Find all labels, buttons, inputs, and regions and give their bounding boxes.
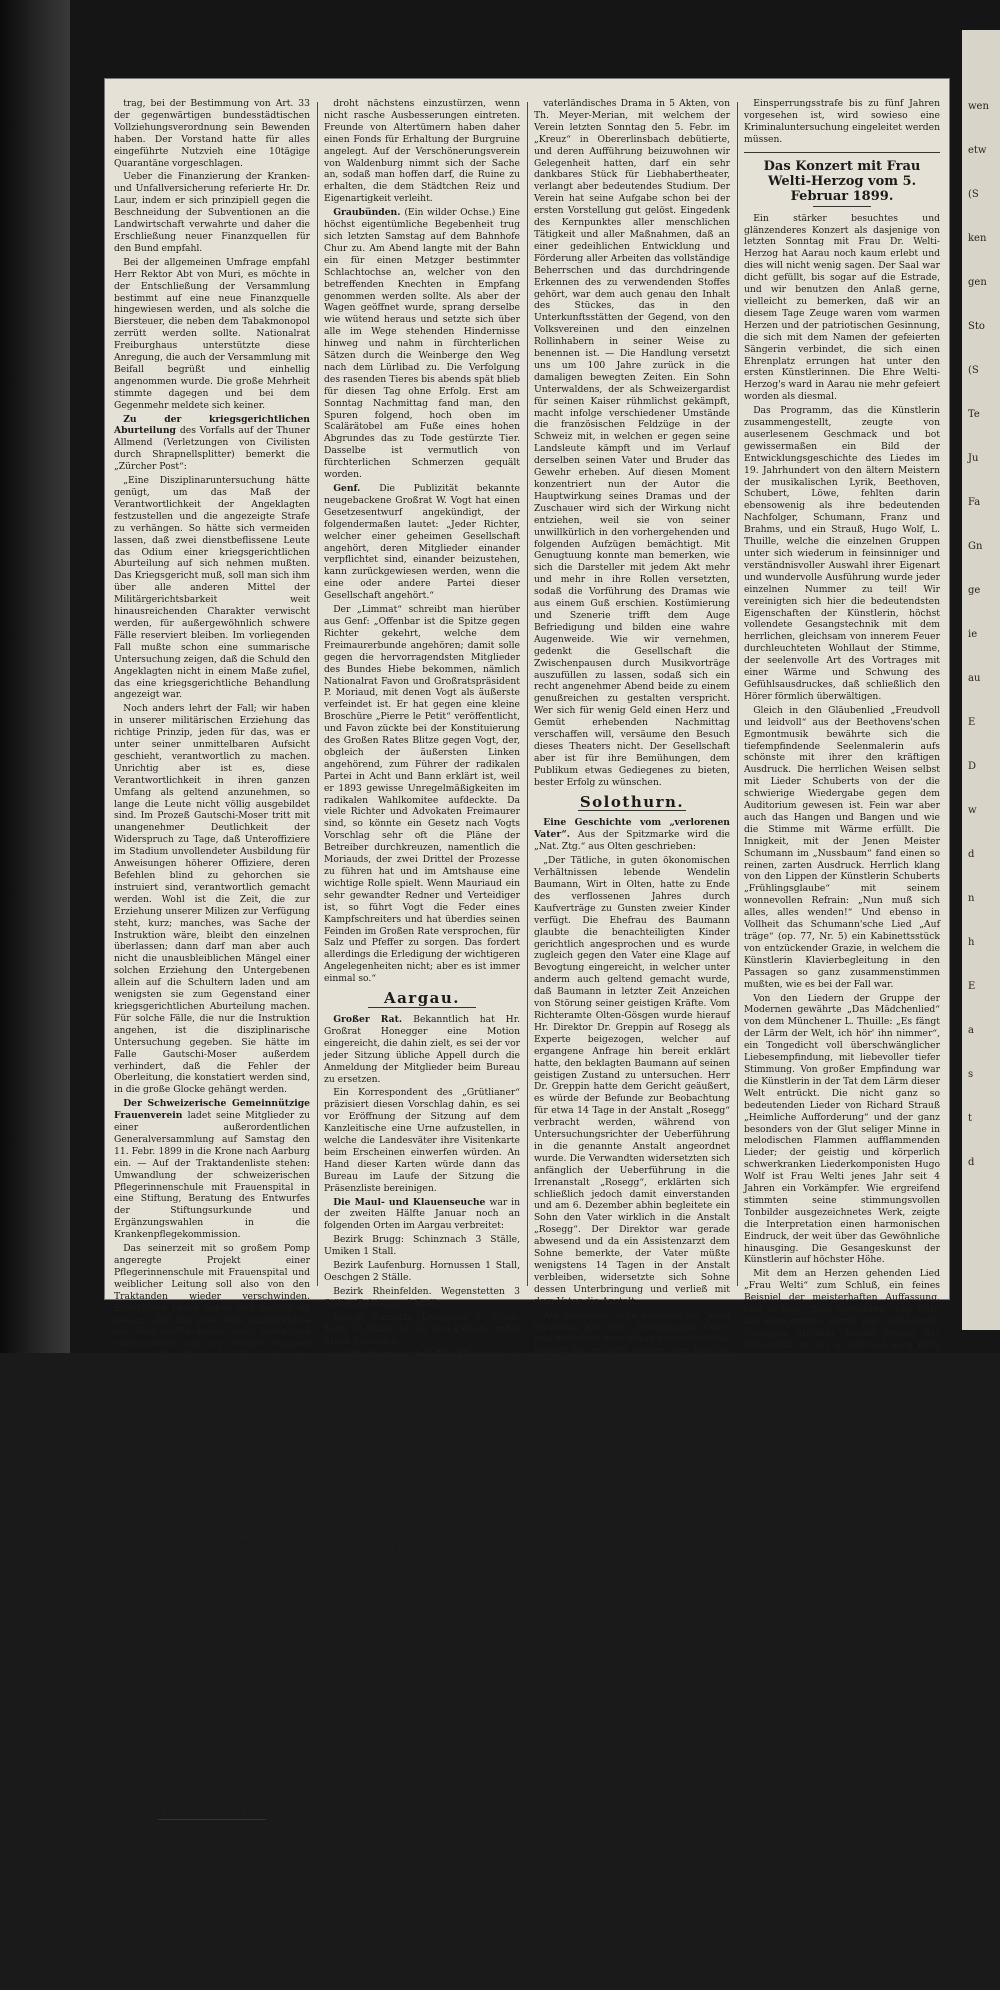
- paragraph: [324, 1087, 520, 1194]
- paragraph-title: † Alt Staatsweibel Bächli: [333, 1349, 476, 1361]
- column-rule: [527, 102, 528, 1286]
- paragraph-title: Die Maul- und Klauenseuche: [333, 1196, 490, 1208]
- paragraph-text: Aus der Spitzmarke wird die „Nat. Ztg.“ aus Olten geschrieben:: [534, 829, 730, 853]
- adjacent-page-fragment: wen: [968, 101, 989, 112]
- column-rule: [317, 102, 318, 1286]
- section-head-solothurn: Solothurn.: [579, 792, 685, 811]
- section-divider: [744, 152, 940, 153]
- section-divider: [813, 206, 872, 207]
- section-divider: [158, 1819, 266, 1820]
- adjacent-page-fragment: n: [968, 893, 975, 904]
- paragraph: [114, 1098, 310, 1241]
- paragraph-text: ladet seine Mitglieder zu einer außerordentlichen Generalversammlung auf Samstag den 11. Febr. 1899 in die Krone nach Aarburg ein. — Auf der Traktandenliste stehen: Umwandlung der schweizerischen Pflegerinnenschule mit Frauenspital in eine Stiftung, Beratung des Entwurfes der Stiftungsurkunde und Ergänzungswahlen in die Krankenpflegekommission.: [114, 1110, 310, 1241]
- paragraph: [744, 1268, 940, 1470]
- paragraph: [324, 1286, 520, 1310]
- column-1-paragraphs: [114, 98, 310, 1797]
- paragraph-title: Genf.: [333, 483, 380, 494]
- paragraph-text: Bezirk Laufenburg. Hornussen 1 Stall, Oeschgen 2 Ställe.: [324, 1260, 520, 1283]
- paragraph: [114, 703, 310, 1096]
- paragraph-title: Eidgenössische Bauten.: [123, 1387, 266, 1399]
- paragraph-text: „Eine Disziplinaruntersuchung hätte genügt, um das Maß der Verantwortlichkeit der Angeklagten festzustellen und die angezeigte Strafe zu verhängen. So hätte sich vermeiden lassen, daß zwei dienstbeflissene Leute das Odium einer kriegsgerichtlichen Aburteilung auf sich nehmen mußten. Das Kriegsgericht muß, soll man sich ihm über alle anderen Mittel der Militärgerichtsbarkeit weit hinausreichenden Charakter verwischt werden, für außergewöhnlich schwere Fälle reserviert bleiben. Im vorliegenden Fall mußte schon eine summarische Untersuchung zeigen, daß die Schuld den Angeklagten nicht in einem Maße zufiel, das eine kriegsgerichtliche Behandlung angezeigt war.: [114, 475, 310, 701]
- paragraph: [324, 604, 520, 985]
- paragraph: [744, 1473, 940, 1664]
- paragraph: [114, 414, 310, 474]
- paragraph-text: der für diese Tage von dem Elektrizitätswerk Alioth & Cie. in Münchenstein angestellt wurde, ist sehr gut ausgefallen. Man berechnet, daß für den Betrieb von vier Posamentstühlen eine Pferdekraft vollständig genügen dürfte.: [114, 1713, 310, 1796]
- paragraph: [744, 993, 940, 1267]
- section-head-aus-den-kantonen: Aus den Kantonen.: [119, 1800, 305, 1819]
- adjacent-page-fragment: ken: [968, 233, 987, 244]
- column-2: [324, 98, 521, 1796]
- paragraph-text: Die Burgruinen Baselland's gehen rasch ihrem Zerfall entgegen. Namentlich ist dies bei den Ruinen Farnsburg und Waldenburg der Fall. Der Turm der Waldenburgruine: [114, 1825, 310, 1885]
- paragraph-title: Oberrlinsbach.: [333, 1712, 416, 1724]
- paragraph: [324, 1349, 520, 1480]
- adjacent-page-fragment: etw: [968, 145, 987, 156]
- adjacent-page-fragment: (S: [968, 365, 979, 376]
- column-rule: [737, 102, 738, 1286]
- paragraph: [324, 1312, 520, 1348]
- paragraph: [534, 855, 730, 1307]
- paragraph: [114, 475, 310, 701]
- adjacent-page-fragment: h: [968, 937, 975, 948]
- paragraph: [324, 1014, 520, 1085]
- adjacent-page-fragment: Te: [968, 409, 980, 420]
- paragraph-title: Spar- und Kreditkasse Suhrenthal in Schöftland.: [324, 1532, 520, 1555]
- paragraph-baselland: [114, 1826, 310, 1886]
- column-4-paragraphs: [744, 213, 940, 1664]
- paragraph: [324, 207, 520, 481]
- paragraph-text: „Der Tätliche, in guten ökonomischen Verhältnissen lebende Wendelin Baumann, Wirt in Olten, hatte zu Ende des verflossenen Jahres durch Kaufverträge zu Gunsten zweier Kinder verfügt. Die Ehefrau des Baumann glaubte die benachteiligten Kinder gerichtlich angesprochen und es wurde zugleich gegen den Vater eine Klage auf Bevogtung eingereicht, in welcher unter anderm auch geltend gemacht wurde, daß Baumann in letzter Zeit Anzeichen von Störung seiner geistigen Kräfte. Vom Richteramte Olten-Gösgen wurde hierauf Hr. Direktor Dr. Greppin auf Rosegg als Experte beigezogen, welcher auf ergangene Anfrage hin bereit erklärt hatte, den beklagten Baumann auf seinen geistigen Zustand zu untersuchen. Herr Dr. Greppin hatte dem Gericht geäußert, es würde der Befunde zur Beobachtung für etwa 14 Tage in der Anstalt „Rosegg“ verbracht werden, während von Untersuchungsrichter der Ueberführung in die genannte Anstalt angeordnet wurde. Die Verwandten widersetzten sich anfänglich der Ueberführung in die Irrenanstalt „Rosegg“, erklärten sich schließlich jedoch damit einverstanden und am 6. Dezember abhin begleitete ein Sohn den Vater wirklich in die Anstalt „Rosegg“. Der Direktor war gerade abwesend und da ein Assistenzarzt dem Sohne bemerkte, der Vater müßte wenigstens 14 Tagen in der Anstalt verbleiben, widersetzte sich Sohne dessen Unterbringung und verließ mit dem Vater die Anstalt.: [534, 855, 730, 1307]
- adjacent-page-fragment: E: [968, 981, 976, 992]
- paragraph-text: Ueber die Finanzierung der Kranken- und Unfallversicherung referierte Hr. Dr. Laur, indem er sich prinzipiell gegen die Beschneidung der Subventionen an die Landwirtschaft verwahrte und daher die Erschließung neuer Finanzquellen für den Bund empfahl.: [114, 171, 310, 254]
- paragraph: [114, 1243, 310, 1386]
- column-1: [114, 98, 310, 1885]
- adjacent-page-fragment: au: [968, 673, 981, 684]
- adjacent-page-fragment: Fa: [968, 497, 981, 508]
- paragraph: [534, 98, 730, 789]
- paragraph-text: trag, bei der Bestimmung von Art. 33 der gegenwärtigen bundesstädtischen Vollziehungsverordnung sein Bewenden haben. Der Vorstand hatte für alles eingeführte Nutzvieh eine 10tägige Quarantäne vorgeschlagen.: [114, 98, 310, 169]
- paragraph-title: Der Schweizerische Gemeinnützige Frauenverein: [114, 1098, 310, 1122]
- adjacent-page-fragment: d: [968, 849, 975, 860]
- book-spine: [0, 0, 70, 1353]
- adjacent-page-fragment: Ju: [968, 453, 979, 464]
- paragraph-text: Mit dem an Herzen gehenden Lied „Frau Welti“ zum Schluß, ein feines Beispiel der meisterhaften Auffassung, und in dem „Zum Gewähren“ von Wolf, die schwierigste Partie mit vollendetem Gelingen. Größter Beifall wurde der Künstlerin zu teil, in welcher auch Herr Hegard „Schönsten Ort“ zur Geltung kam. Die Darbietung eines der Lieder von Anton Frey „Am Grabe“ war von einer Innigkeit erfüllt, wie wenig Hörer es erwarten mochten. Das Konzert brachte dann noch den frohen Abschluß mit „Erster Schnee“ in welchem Frau Frey Regli Strophe und den Meisterpoeten Gottfried Keller's feine Stimmung, ein Wunder an Eindringlichkeit.: [744, 1268, 940, 1470]
- paragraph-text: Ein stärker besuchtes und glänzenderes Konzert als dasjenige von letzten Sonntag mit Frau Dr. Welti-Herzog hat Aarau noch kaum erlebt und dies will nicht wenig sagen. Der Saal war dicht gefüllt, bis sogar auf die Estrade, und wir benutzen den Anlaß gerne, vielleicht zu bemerken, daß wir an diesem Tage Zeuge waren vom warmen Herzen und der patriotischen Gesinnung, die sich mit dem Namen der gefeierten Sängerin verbindet, die sich einen Ehrenplatz errungen hat unter den ersten Künstlerinnen. Die Ehre Welti-Herzog's ward in Aarau nie mehr gefeiert worden als diesmal.: [744, 212, 940, 403]
- paragraph: [114, 171, 310, 254]
- paragraph: [114, 1533, 310, 1700]
- paragraph: [114, 1702, 310, 1797]
- section-divider: [368, 1007, 476, 1008]
- paragraph-text: Schließlich sei noch bemerkt, daß die Künstlerin mit ihrer Gestaltungsgabe einen wahren Triumph gefeiert hat. Frau Herzog ersang sich in diesem Konzert die Herzen aller Anwesenden, und wir wissen, daß sie in den Herzen der Aarauer immer einen bleibenden Platz einnehmen wird. Das Publikum aber wird mit Freuden den nächsten Besuch der Künstlerin erwarten und es vertrauensvoll begrüßen: die Gestaltungsvermögen der Künstlerin in den Göthe-Franz'schen Lied „Um Bergli bin i gsässe“, für dessen schalkhafte Naivetät die vornehme, gediegene Kunst des Komponisten sich gewiß ebenso: [744, 1472, 940, 1663]
- paragraph-text: Das Programm, das die Künstlerin zusammengestellt, zeugte von auserlesenem Geschmack und bot gewissermaßen ein Bild der Entwicklungsgeschichte des Liedes im 19. Jahrhundert von den ältern Meistern der musikalischen Lyrik, Beethoven, Schubert, Löwe, fehlten darin ebensowenig als ihre bedeutenden Nachfolger, Schumann, Franz und Brahms, und ein Strauß, Hugo Wolf, L. Thuille, welche die einzelnen Gruppen unter sich wiederum in feinsinniger und verständnisvoller Auswahl ihrer Eigenart und wundervolle Ausführung wurde jeder einzelnen Nummer zu teil! Wir vereinigten sich hier die bedeutendsten Eigenschaften der Künstlerin, höchst vollendete Gesangstechnik mit dem herrlichen, gleichsam von innerem Feuer durchleuchteten Wohllaut der Stimme, der seelenvolle Art des Vortrages mit einer Wärme und Schwung des Gefühlsausdruckes, daß schließlich den Hörer förmlich überwältigen.: [744, 405, 940, 702]
- paragraph: [534, 1310, 730, 1798]
- adjacent-page-fragment: a: [968, 1025, 974, 1036]
- column-4: [744, 98, 940, 1663]
- paragraph-title: Graubünden.: [333, 207, 405, 219]
- paragraph: [324, 1234, 520, 1258]
- paragraph-text: Gewinn- und Verlustrechnung pro 1898 in Verwaltungssitzung vom 2. Februar behandelt: Gesamtumsatz 19½ Millionen. Reine Betriebsumstände Fr. 23,966. 26. Anträge zur Verteilung: Dividende wie bisher 6 Prozent, in Spezialreserve 3000 Fr., in eine Reserve für Eisenbahnbeteiligung 3000 Fr., für Vergabungen 900 Fr., Tantieme an Vorstand und Angestellte Fr. 3600. — Vortrag auf neue Rechnung Fr. 3843. 60. Aktienkapital Fr. 200,000; statutarische Reserven Fr. 77,200 oder 38,6 Prozent.: [324, 1543, 521, 1710]
- paragraph-text: Bei der allgemeinen Umfrage empfahl Herr Rektor Abt von Muri, es möchte in der Entschließung der Versammlung bestimmt auf eine neue Finanzquelle hingewiesen werden, und als solche die Biersteuer, die neben dem Tabakmonopol zerrütt werden sollte. Nationalrat Freiburghaus unterstützte diese Anregung, die auch der Versammlung mit Beifall begrüßt und einhellig angenommen wurde. Die große Mehrheit stimmte dagegen und bei dem Gegenmehr meldete sich keiner.: [114, 256, 310, 411]
- adjacent-page-fragment: Gn: [968, 541, 983, 552]
- column-2-aargau-paragraphs: [324, 1014, 520, 1796]
- paragraph-text: soll im Laufe des Frühjahrs in dem idyllisch gelegenen Bellikon am Fuße des Heitersberg errichtet werden.: [324, 1494, 520, 1530]
- adjacent-page-fragment: gen: [968, 277, 987, 288]
- paragraph-text: (Ein wilder Ochse.) Eine höchst eigentümliche Begebenheit trug sich letzten Samstag auf dem Bahnhofe Chur zu. Am Abend langte mit der Bahn ein für einen Metzger bestimmter Schlachtochse an, welcher von den betreffenden Knechten in Empfang genommen werden sollte. Als aber der Wagen geöffnet wurde, sprang derselbe wie wütend heraus und setzte sich über alle im Wege stehenden Hindernisse hinweg und nahm in fürchterlichen Sätzen durch die Weinberge den Weg nach dem Lürlibad zu. Die Verfolgung des rasenden Tieres bis abends spät blieb für diesen Tag ohne Erfolg. Erst am Sonntag Nachmittag fand man, den Spuren folgend, hoch oben im Scalärätobel am Fuße eines hohen Abgrundes das zu Tode gestürzte Tier. Dasselbe ist vermutlich von fürchterlichen Schmerzen gequält worden.: [324, 207, 520, 481]
- paragraph-text: Noch anders lehrt der Fall; wir haben in unserer militärischen Erziehung das richtige Prinzip, jeden für das, was er unter seiner unmittelbaren Aufsicht geschieht, verantwortlich zu machen. Unrichtig aber ist es, diese Verantwortlichkeit in ihren ganzen Umfang als geltend anzunehmen, so lange die Leute nicht völlig ausgebildet sind. Im Prozeß Gautschi-Moser tritt mit unangenehmer Deutlichkeit der Widerspruch zu Tage, daß Unteroffiziere im Stadium unvollendeter Ausbildung für Anweisungen höherer Offiziere, deren Befehlen blind zu gehorchen sie instruiert sind, verantwortlich gemacht werden. Wohl ist die Zeit, die zur Erziehung unserer Milizen zur Verfügung steht, kurz; manches, was Sache der Instruktion wäre, bleibt den einzelnen überlassen; dann darf man aber auch nicht die unausbleiblichen Mängel einer solchen Erziehung den Untergebenen allein auf die Schultern laden und am wenigsten sie zum Gegenstand einer kriegsgerichtlichen Aburteilung machen. Für solche Fälle, die nur die Instruktion angehen, ist die disziplinarische Untersuchung gegeben. Sie hätte im Falle Gautschi-Moser außerdem verhindert, daß die Fehler der Oberleitung, die konstatiert werden sind, in die große Glocke gehängt werden.: [114, 703, 310, 1096]
- adjacent-page-fragment: E: [968, 717, 976, 728]
- column-2-paragraphs: [324, 98, 520, 985]
- paragraph: [324, 483, 520, 602]
- adjacent-page-fragment: ge: [968, 585, 981, 596]
- adjacent-page-fragment: d: [968, 1157, 975, 1168]
- newspaper-page: [104, 78, 950, 1990]
- adjacent-page-fragment: Sto: [968, 321, 985, 332]
- column-3-solothurn-paragraphs: [534, 817, 730, 1990]
- paragraph-text: Gestern wurde nun die Leiche des Wendolin Baumann in der Aare bei Wangen a. A. gelandet und von dem sofort herbeigerufenen gerichtlichen Leichenschau nach Olten verbracht. Damit wird nun dem Publikum allerlei gemunkelt und es wäre nur zu wünschen, daß in dieser Angelegenheit durch die Staatsanwaltschaft von Solothurn-Lebern mit der Angelegenheit in erster Linie geht dahin, dann wird auch die Frage zu untersuchen sein, ob sich nicht im Sinne von § 115 des Solothurnischen Strafgesetzbuches strafbar gemacht habe durch Todesfall zu ihm stehen, der welchem Fall eine: [534, 1799, 730, 1990]
- paragraph-text: droht nächstens einzustürzen, wenn nicht rasche Ausbesserungen eintreten. Freunde von Altertümern haben daher einen Fonds für Erhaltung der Burgruine angelegt. Auf der Verschönerungsverein von Waldenburg nimmt sich der Sache an, sodaß man hoffen darf, die Ruine zu erhalten, die dem Städtchen Reiz und Eigenartigkeit verleiht.: [324, 98, 520, 205]
- paragraph-text: Bekanntlich hat Hr. Großrat Honegger eine Motion eingereicht, die dahin zielt, es sei der vor jeder Sitzung übliche Appell durch die Anmeldung der Mitglieder beim Bureau zu ersetzen.: [324, 1013, 520, 1085]
- paragraph-text: Am folgenden Tage erschien der Sohn Baumann auf dem Polizeiposten Olten und erstattete eine etwas verwunderliche Bericht ab, er hätte gestern den Vater in der Stadt Solothurn verloren. Nach seiner Darstellung will er denselben in einem Gasthof der Vorstadt zurückgelassen und sich selber, um ein Geschäft in der Stadt besorgt haben; wie er sich später den Vater wiedersehen habe, sei dieser aus dem Gasthof verschwunden gewesen. Er hätte sodann auf der Polizei in Solothurn Anzeige gemacht und sich selber, um ein Geschäft begleitet einen Korporals nach dem Vater gesucht, allein vergebens. Nach telephonischer Anfrage hin bei der Polizei in Solothurn wurde auch bestätigt, daß die in letztere Angabe als richtig ist. Es wurde sodann eine Ausschreibung in „Allgem. Schweiz. Polizeianzeiger“ und Vorladung im „Amtsblatt“, allein Vater Baumann blieb verschollen. — Da man allgemein die Vermutung hegte und die Leute, daß der Sohn den Vater irgendwo versteckt halten könnte, so ist der Regierungsrat Koch ein in solchem Falle verbrechen, daß der Sohn Baumann nach dem Vater gesucht habe. Da dessen Baumann nach Solothurn verbracht worden, wo er in einer Pension untergebracht sei; nun nach der Untersuchung gegen ihn der Verdacht eines Verbrechens gegen die persönliche Freiheit, den Versuch, seinen Vater der geistigen Zustand zu entziehen, wurde und ging Anzeige zu. Sohne wurde keine Untersuchung einzuleiten, ob die geistige Zustand zu entziehen, wurde und gegen den Beklagten ein Kontumazarrest in Solothurn.: [534, 1309, 730, 1797]
- section-divider: [578, 810, 686, 811]
- paragraph: [324, 1482, 520, 1530]
- adjacent-page-fragment: w: [968, 805, 977, 816]
- paragraph-text: ist am 5. Februar in seinem 90. Lebensjahre nach langem Unwohlsein im ehrwürdigen Alter von 80 Jahren gestorben. Als langjähriger Polizeiwachtmeister, sowie als Staatsweibel bürgte der Verstorbene in weitesten Kreisen des Kantons bekannt. Seinen festen Charakter, seine treue stramme soldatische Haltung bewahrte er bis in den Tod. Er hinterläßt drei erwachsene Söhne.: [324, 1349, 520, 1480]
- paragraph-title: Der Versuch, Posamentstühle mit elektrischer Kraft zu betreiben,: [114, 1701, 310, 1725]
- paragraph-text: war in der zweiten Hälfte Januar noch an folgenden Orten im Aargau verbreitet:: [324, 1196, 520, 1232]
- adjacent-page-fragment: (S: [968, 189, 979, 200]
- paragraph: [324, 1713, 520, 1796]
- paragraph: [324, 1260, 520, 1284]
- paragraph-text: Die Publizität bekannte neugebackene Großrat W. Vogt hat einen Gesetzesentwurf angekündigt, der folgendermaßen lautet: „Jeder Richter, welcher einer geheimen Gesellschaft angehört, deren Mitglieder einander verpflichtet sind, einander beizustehen, kann zurückgewiesen werden, wenn die eine oder andere Partei dieser Gesellschaft angehört.“: [324, 483, 520, 602]
- adjacent-page-strip: [962, 30, 1000, 1330]
- paragraph: [744, 705, 940, 991]
- paragraph-title: Ein schweizer. Handelsgärtner-Verband: [114, 1532, 310, 1556]
- paragraph: [744, 213, 940, 404]
- paragraph-text: (Korr.) Dem Beispiele verschiedener Gesellschaften seiner Umgebung folgend, hat sich auch der Männerchor Obererlinsbach (Solothurn) mit einem Theaterstück an die Oeffentlichkeit gewagt. „Die Mühle von Stansstad“,: [324, 1712, 520, 1796]
- paragraph-text: Gleich in den Gläubenlied „Freudvoll und leidvoll“ aus der Beethovens'schen Egmontmusik bewährte sich die tiefempfindende Seelenmalerin aufs schönste mit ihrer den kräftigen Ausdruck. Die herrlichen Weisen selbst mit Lieder Schuberts von der die schwierige Wiedergabe gegen dem Auditorium gewesen ist. Fein war aber auch das Hangen und Bangen und wie die Stimme mit Wärme erfüllt. Die Innigkeit, mit der Jenen Meister Schumann im „Nussbaum“ fand einen so reinen, zarten Ausdruck. Herrlich klang von den Lippen der Künstlerin Schuberts „Frühlingsglaube“ mit seinem wonnevollen Refrain: „Nun muß sich alles, alles wenden!“ Und ebenso in Vollheit das Schumann'sche Lied „Auf träge“ (op. 77, Nr. 5) ein Kabinettsstück von entzückender Grazie, in welchem die Künstlerin Klavierbegleitung in den Passagen so ganz zusammenstimmen mußten, wie es bei der Fall war.: [744, 704, 940, 990]
- paragraph: [534, 817, 730, 853]
- paragraph-title: Großer Rat.: [333, 1013, 414, 1025]
- paragraph-text: Wie der „Thurg. Zeitung“ aus der Bundesstadt geschrieben wird, hat der Bundesrat jetzt die Notwendigkeit in Aussicht genommen, daß sofort nach Fertigstellung des Parlamentsgebäudes die Abtragung des Bernerhofes, voraussichtlich auf den Herbst der nun neuen Bundesratshaus durch Beseitigung der dort unansehnlichen Bauten freiwerdenden Platze, zu erstellen sein wird.: [114, 1387, 310, 1530]
- paragraph: [114, 257, 310, 412]
- paragraph-text: Bezirk Rheinfelden. Wegenstetten 3 Ställe, Zeiningen 1 Stall.: [324, 1285, 520, 1309]
- paragraph: [114, 98, 310, 169]
- paragraph: [534, 1800, 730, 1990]
- article-headline-konzert: Das Konzert mit Frau Welti-Herzog vom 5. Februar 1899.: [763, 158, 921, 204]
- paragraph: [324, 1532, 520, 1711]
- adjacent-page-fragment: t: [968, 1113, 973, 1124]
- paragraph-text: Bezirk Zurzach. Leuggern 2 Ställe. Total 13 Ställe mit 61 Stück Groß- und 9 Stück Kleinvieh.: [324, 1311, 520, 1347]
- adjacent-page-fragment: D: [968, 761, 977, 772]
- section-head-aargau: Aargau.: [383, 989, 461, 1008]
- paragraph-title: Baselland.: [123, 1825, 178, 1837]
- paragraph-text: Von den Liedern der Gruppe der Modernen gewährte „Das Mädchenlied“ von dem Münchener L. Thuille: „Es fängt der Lärm der Welt, ich hör' ihn nimmer“, ein Tongedicht voll überschwänglicher Liebesempfindung, mit liebevoller tiefer Stimmung. Von großer Empfindung war die Künstlerin in der Tat dem Lärm dieser Welt entrückt. Die nicht ganz so bedeutenden Lieder von Richard Strauß „Heimliche Aufforderung“ und der ganz besonders von der Glut seliger Minne in melodischen Flammen aufflammenden Lieder; der geistig und körperlich schwerkranken Liederkomponisten Hugo Wolf ist Frau Welti jenes Jahr seit 4 Jahren ein Vorkämpfer. Wie ergreifend stimmten seine stimmungsvollen Tonbilder ausgezeichnetes Werk, zeigte die Interpretation einen harmonischen Eindruck, der weit über das Gewöhnliche hinausging. Die Gesangeskunst der Künstlerin auf höchster Höhe.: [744, 992, 940, 1266]
- paragraph-text: hat sich letzthin gebildet. Diesem Verbande haben sich bereits viele Handelsgärtner angeschlossen, deren Zweck ist: die gemeinsamen Interessen zu wahren, insbesondere einheitlichen Lohntarif festzusetzen und einen Unterstützungsfonds für die Gärtner zu gründen, Erleichterungen im Transportwesen, die Einfuhr der Gärtnerischen Produkte, auf Zolltarif u. zu erzielen. Am nächsten Sonntag findet die zweite Hauptversammlung in Zürich statt.: [114, 1544, 310, 1699]
- paragraph: [324, 98, 520, 205]
- paragraph-title: Eine Kneipp'sche Wasserheilanstalt: [333, 1482, 520, 1494]
- paragraph: [324, 1197, 520, 1233]
- paragraph-title: Eine Geschichte vom „verlorenen Vater“.: [534, 817, 730, 841]
- column-3-paragraphs: [534, 98, 730, 789]
- paragraph-text: Bezirk Brugg: Schinznach 3 Ställe, Umiken 1 Stall.: [324, 1234, 520, 1258]
- column-3: [534, 98, 730, 1990]
- paragraph-text: Das seinerzeit mit so großem Pomp angeregte Projekt einer Pflegerinnenschule mit Frauenspital und weiblicher Leitung soll also von den Traktanden wieder verschwinden. Einsichtige Leute haben von Anfang an gesagt, daß die Idee eine unglückliche sei. Man wollte darauf nicht hören und veranstaltete noch vor wenigen Wochen einen großen Bazar in Zürich für das Unternehmen. Jetzt endlich geht die bessere Einsicht Bahn.: [114, 1243, 310, 1386]
- paragraph: [114, 1388, 310, 1531]
- paragraph-continuation: Einsperrungsstrafe bis zu fünf Jahren vorgesehen ist, wird sowieso eine Kriminaluntersuchung eingeleitet werden müssen.: [744, 98, 940, 145]
- paragraph-text: des Vorfalls auf der Thuner Allmend (Verletzungen von Civilisten durch Shrapnellsplitter) bemerkt die „Zürcher Post“:: [114, 425, 310, 473]
- paragraph-text: Ein Korrespondent des „Grütlianer“ präzisiert diesen Vorschlag dahin, es sei vor Eröffnung der Sitzung auf dem Kanzleitische eine Urne aufzustellen, in welche die Landesväter ihre Visitenkarte beim Erscheinen einwerfen würden. An Hand dieser Karten würde dann das Bureau im Laufe der Sitzung die Präsenzliste bereinigen.: [324, 1087, 520, 1194]
- paragraph-text: Der „Limmat“ schreibt man hierüber aus Genf: „Offenbar ist die Spitze gegen Richter gekehrt, welche dem Freimaurerbunde angehören; damit solle gegen die hervorragendsten Mitglieder des Bundes Hiebe bekommen, nämlich Nationalrat Favon und Großratspräsident P. Moriaud, mit denen Vogt als äußerste verfeindet ist. Er hat gegen eine kleine Broschüre „Pierre le Petit“ veröffentlicht, und Favon zückte bei der Konstituierung des Großen Rates Blitze gegen Vogt, der, obgleich der äußersten Linken angehörend, zum Führer der radikalen Partei in Acht und Bann erklärt ist, weil er 1893 gewisse Unregelmäßigkeiten im radikalen Wahlkomitee aufdeckte. Da viele Richter und Advokaten Freimaurer sind, so könnte ein Gesetz nach Vogts Vorschlag sehr oft die Pläne der Betreiber durchkreuzen, namentlich die Moriauds, der zwei Drittel der Prozesse zu führen hat und im Amtshause eine wichtige Rolle spielt. Wenn Mauriaud ein sehr gewandter Redner und Verteidiger ist, so führt Vogt die Feder eines Kampfschreiters und hat überdies seinen Feinden im Großen Rate versprochen, für Salz und Pfeffer zu sorgen. Das fordert allerdings die Erledigung der wichtigeren Angelegenheiten nicht; aber es ist immer einmal so.“: [324, 604, 520, 985]
- paragraph-title: Zu der kriegsgerichtlichen Aburteilung: [114, 413, 310, 437]
- adjacent-page-fragment: ie: [968, 629, 978, 640]
- paragraph: [744, 405, 940, 703]
- adjacent-page-fragment: s: [968, 1069, 974, 1080]
- paragraph-text: vaterländisches Drama in 5 Akten, von Th. Meyer-Merian, mit welchem der Verein letzten Sonntag den 5. Febr. im „Kreuz“ in Obererlinsbach debütierte, und deren Aufführung beizuwohnen wir Gelegenheit hatten, darf ein sehr dankbares Stück für Liebhabertheater, verlangt aber bedeutendes Studium. Der Verein hat seine Aufgabe schon bei der ersten Vorstellung gut gelöst. Eingedenk des Kernpunktes aller menschlichen Tätigkeit und aller Maßnahmen, daß an einer gedeihlichen Entwicklung und Förderung aller Arbeiten das vollständige Beherrschen und das durchdringende Erkennen des zu verwendenden Stoffes gehört, war dem auch genau den Inhalt des Stückes, das in den Unterkunftsstätten der Gegend, von den Volksvereinen und den einzelnen Rollinhabern in seiner Weise zu benennen ist. — Die Handlung versetzt uns um 100 Jahre zurück in die damaligen bewegten Zeiten. Ein Sohn Unterwaldens, der als Schweizergardist für seinen Kaiser rühmlichst gekämpft, macht infolge verschiedener Umstände die französischen Feldzüge in der Schweiz mit, in welchen er gegen seine Landsleute kämpft und im Verlauf derselben seinen Vater und Bruder das Gewehr erheben. Auf diesen Moment konzentriert nun der Autor die Hauptwirkung seines Dramas und der Zuschauer wird sich der Wirkung nicht entziehen, weil sie von seiner unwillkürlich in den vorhergehenden und folgenden Aufzügen bemächtigt. Mit Genugtuung konnte man bemerken, wie sich die Darsteller mit jedem Akt mehr und mehr in ihre Rollen versetzten, sodaß die Vorführung des Dramas wie aus einem Guß erschien. Kostümierung und Szenerie trifft dem Auge Befriedigung und bilden eine wahre Augenweide. Wie wir vernehmen, gedenkt die Gesellschaft die Zwischenpausen durch Musikvorträge auszufüllen zu lassen, sodaß sich ein recht angenehmer Abend beide zu einem genußreichen zu gestalten verspricht. Wer sich für wenig Geld einen Herz und Gemüt erhebenden Nachmittag verschaffen will, versäume den Besuch dieses Theaters nicht. Der Gesellschaft aber ist für ihre Bemühungen, dem Publikum etwas Gediegenes zu bieten, bester Erfolg zu wünschen.: [534, 98, 730, 788]
